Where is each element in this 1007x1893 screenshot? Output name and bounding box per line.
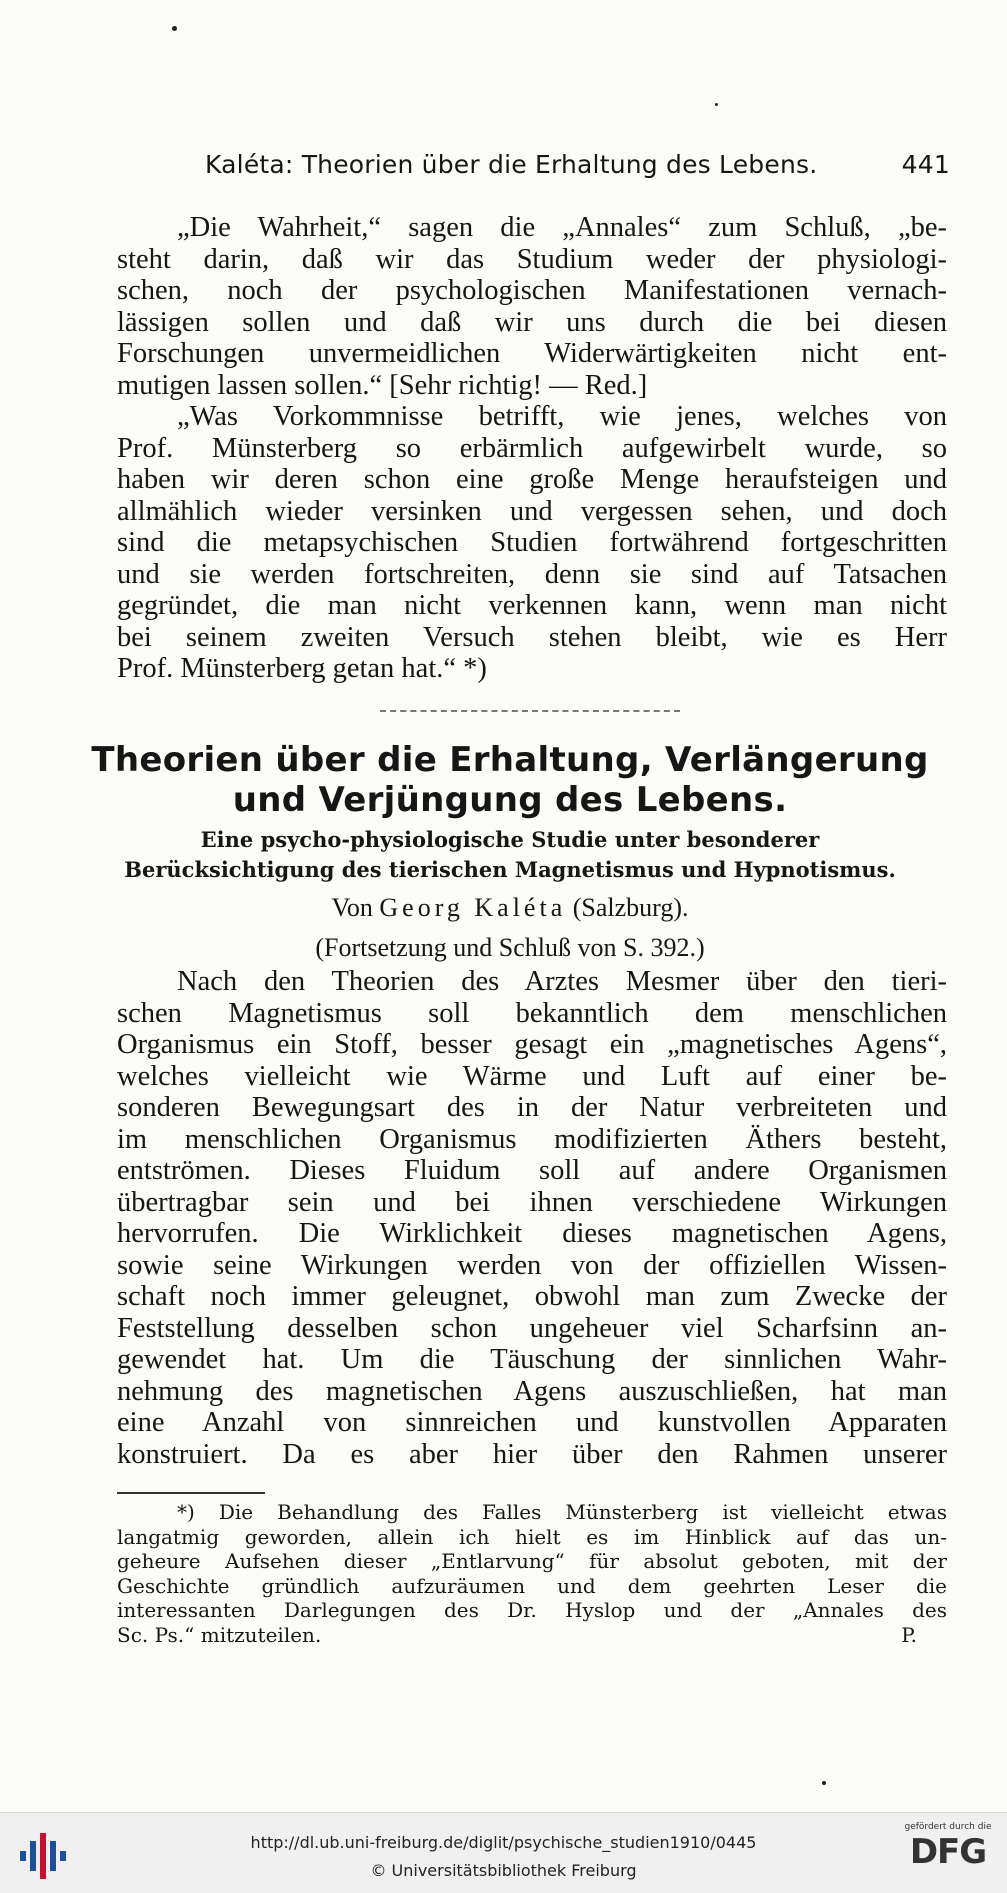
byline-prefix: Von	[331, 893, 373, 922]
footnote-line: langatmig geworden, allein ich hielt es im Hinblick auf das un-	[117, 1524, 947, 1549]
article-title-line-2: und Verjüngung des Lebens.	[232, 780, 788, 820]
text-line: nehmung des magnetischen Agens auszuschließen, hat man	[117, 1375, 947, 1407]
text-line: gewendet hat. Um die Täuschung der sinnlichen Wahr-	[117, 1344, 947, 1375]
logo-bar-icon	[20, 1851, 26, 1861]
text-line: sonderen Bewegungsart des in der Natur verbreiteten und	[117, 1092, 947, 1123]
quoted-passage	[117, 212, 947, 685]
dfg-logo-text: DFG	[909, 1832, 987, 1872]
footnote-signature: P.	[901, 1622, 917, 1647]
text-line: konstruiert. Da es aber hier über den Rahmen unserer	[117, 1438, 947, 1470]
text-line: Prof. Münsterberg so erbärmlich aufgewirbelt wurde, so	[117, 432, 947, 464]
dfg-logo	[903, 1821, 993, 1887]
text-line: schen Magnetismus soll bekanntlich dem menschlichen	[117, 997, 947, 1029]
text-line: eine Anzahl von sinnreichen und kunstvollen Apparaten	[117, 1407, 947, 1438]
scan-speck	[172, 26, 177, 31]
scan-speck	[822, 1781, 826, 1785]
text-line: allmählich wieder versinken und vergessen sehen, und doch	[117, 495, 947, 527]
text-line: Forschungen unvermeidlichen Widerwärtigkeiten nicht ent-	[117, 338, 947, 369]
footnote-line: interessanten Darlegungen des Dr. Hyslop und der „Annales des	[117, 1598, 947, 1622]
running-head	[205, 150, 950, 179]
article-body	[117, 966, 947, 1470]
text-line: steht darin, daß wir das Studium weder der physiologi-	[117, 243, 947, 275]
text-line: Nach den Theorien des Arztes Mesmer über den tieri-	[177, 966, 947, 997]
text-line: im menschlichen Organismus modifizierten Äthers besteht,	[117, 1123, 947, 1155]
footnote-line: geheure Aufsehen dieser „Entlarvung“ für absolut geboten, mit der	[117, 1549, 947, 1573]
text-line: sowie seine Wirkungen werden von der offiziellen Wissen-	[117, 1249, 947, 1281]
article-subtitle-line-1: Eine psycho-physiologische Studie unter besonderer	[200, 827, 820, 852]
text-line: Organismus ein Stoff, besser gesagt ein „magnetisches Agens“,	[117, 1029, 947, 1060]
footnote-last-text: Sc. Ps.“ mitzuteilen.	[117, 1622, 322, 1647]
byline-place: (Salzburg).	[572, 893, 689, 922]
article-title-line-1: Theorien über die Erhaltung, Verlängerung	[91, 740, 929, 780]
section-separator	[380, 710, 680, 712]
text-line: Feststellung desselben schon ungeheuer viel Scharfsinn an-	[117, 1312, 947, 1344]
text-line: „Die Wahrheit,“ sagen die „Annales“ zum Schluß, „be-	[177, 212, 947, 243]
text-line: sind die metapsychischen Studien fortwährend fortgeschritten	[117, 527, 947, 558]
page-number: 441	[901, 150, 950, 179]
text-line: schaft noch immer geleugnet, obwohl man zum Zwecke der	[117, 1281, 947, 1312]
text-line: haben wir deren schon eine große Menge heraufsteigen und	[117, 464, 947, 495]
footnote-line: Geschichte gründlich aufzuräumen und dem geehrten Leser die	[117, 1573, 947, 1598]
viewer-footer	[0, 1812, 1007, 1893]
text-line: übertragbar sein und bei ihnen verschiedene Wirkungen	[117, 1186, 947, 1218]
text-line: Prof. Münsterberg getan hat.“ *)	[117, 653, 487, 684]
footnote-line	[117, 1623, 947, 1648]
text-line: welches vielleicht wie Wärme und Luft auf einer be-	[117, 1060, 947, 1092]
footnote-line: *) Die Behandlung des Falles Münsterberg ist vielleicht etwas	[177, 1500, 947, 1524]
dfg-caption: gefördert durch die	[904, 1822, 992, 1832]
text-line: schen, noch der psychologischen Manifestationen vernach-	[117, 275, 947, 306]
text-line: und sie werden fortschreiten, denn sie sind auf Tatsachen	[117, 558, 947, 590]
byline	[80, 893, 940, 923]
scan-speck	[715, 103, 718, 106]
footnote-rule	[117, 1492, 265, 1494]
text-line: lässigen sollen und daß wir uns durch die bei diesen	[117, 306, 947, 338]
text-line: mutigen lassen sollen.“ [Sehr richtig! — Red.]	[117, 369, 648, 401]
permalink-url[interactable]: http://dl.ub.uni-freiburg.de/diglit/psychische_studien1910/0445	[250, 1833, 757, 1852]
logo-bar-icon	[60, 1851, 66, 1861]
continuation-note: (Fortsetzung und Schluß von S. 392.)	[315, 933, 705, 962]
byline-author: Georg Kaléta	[379, 893, 567, 922]
text-line: „Was Vorkommnisse betrifft, wie jenes, welches von	[177, 401, 947, 432]
footnote	[117, 1500, 947, 1647]
text-line: gegründet, die man nicht verkennen kann, wenn man nicht	[117, 590, 947, 621]
copyright-notice: © Universitätsbibliothek Freiburg	[370, 1861, 637, 1880]
text-line: hervorrufen. Die Wirklichkeit dieses magnetischen Agens,	[117, 1218, 947, 1249]
text-line: entströmen. Dieses Fluidum soll auf andere Organismen	[117, 1155, 947, 1186]
text-line: bei seinem zweiten Versuch stehen bleibt, wie es Herr	[117, 621, 947, 653]
running-head-title: Kaléta: Theorien über die Erhaltung des Lebens.	[205, 150, 818, 179]
article-subtitle-line-2: Berücksichtigung des tierischen Magnetismus und Hypnotismus.	[124, 857, 896, 882]
